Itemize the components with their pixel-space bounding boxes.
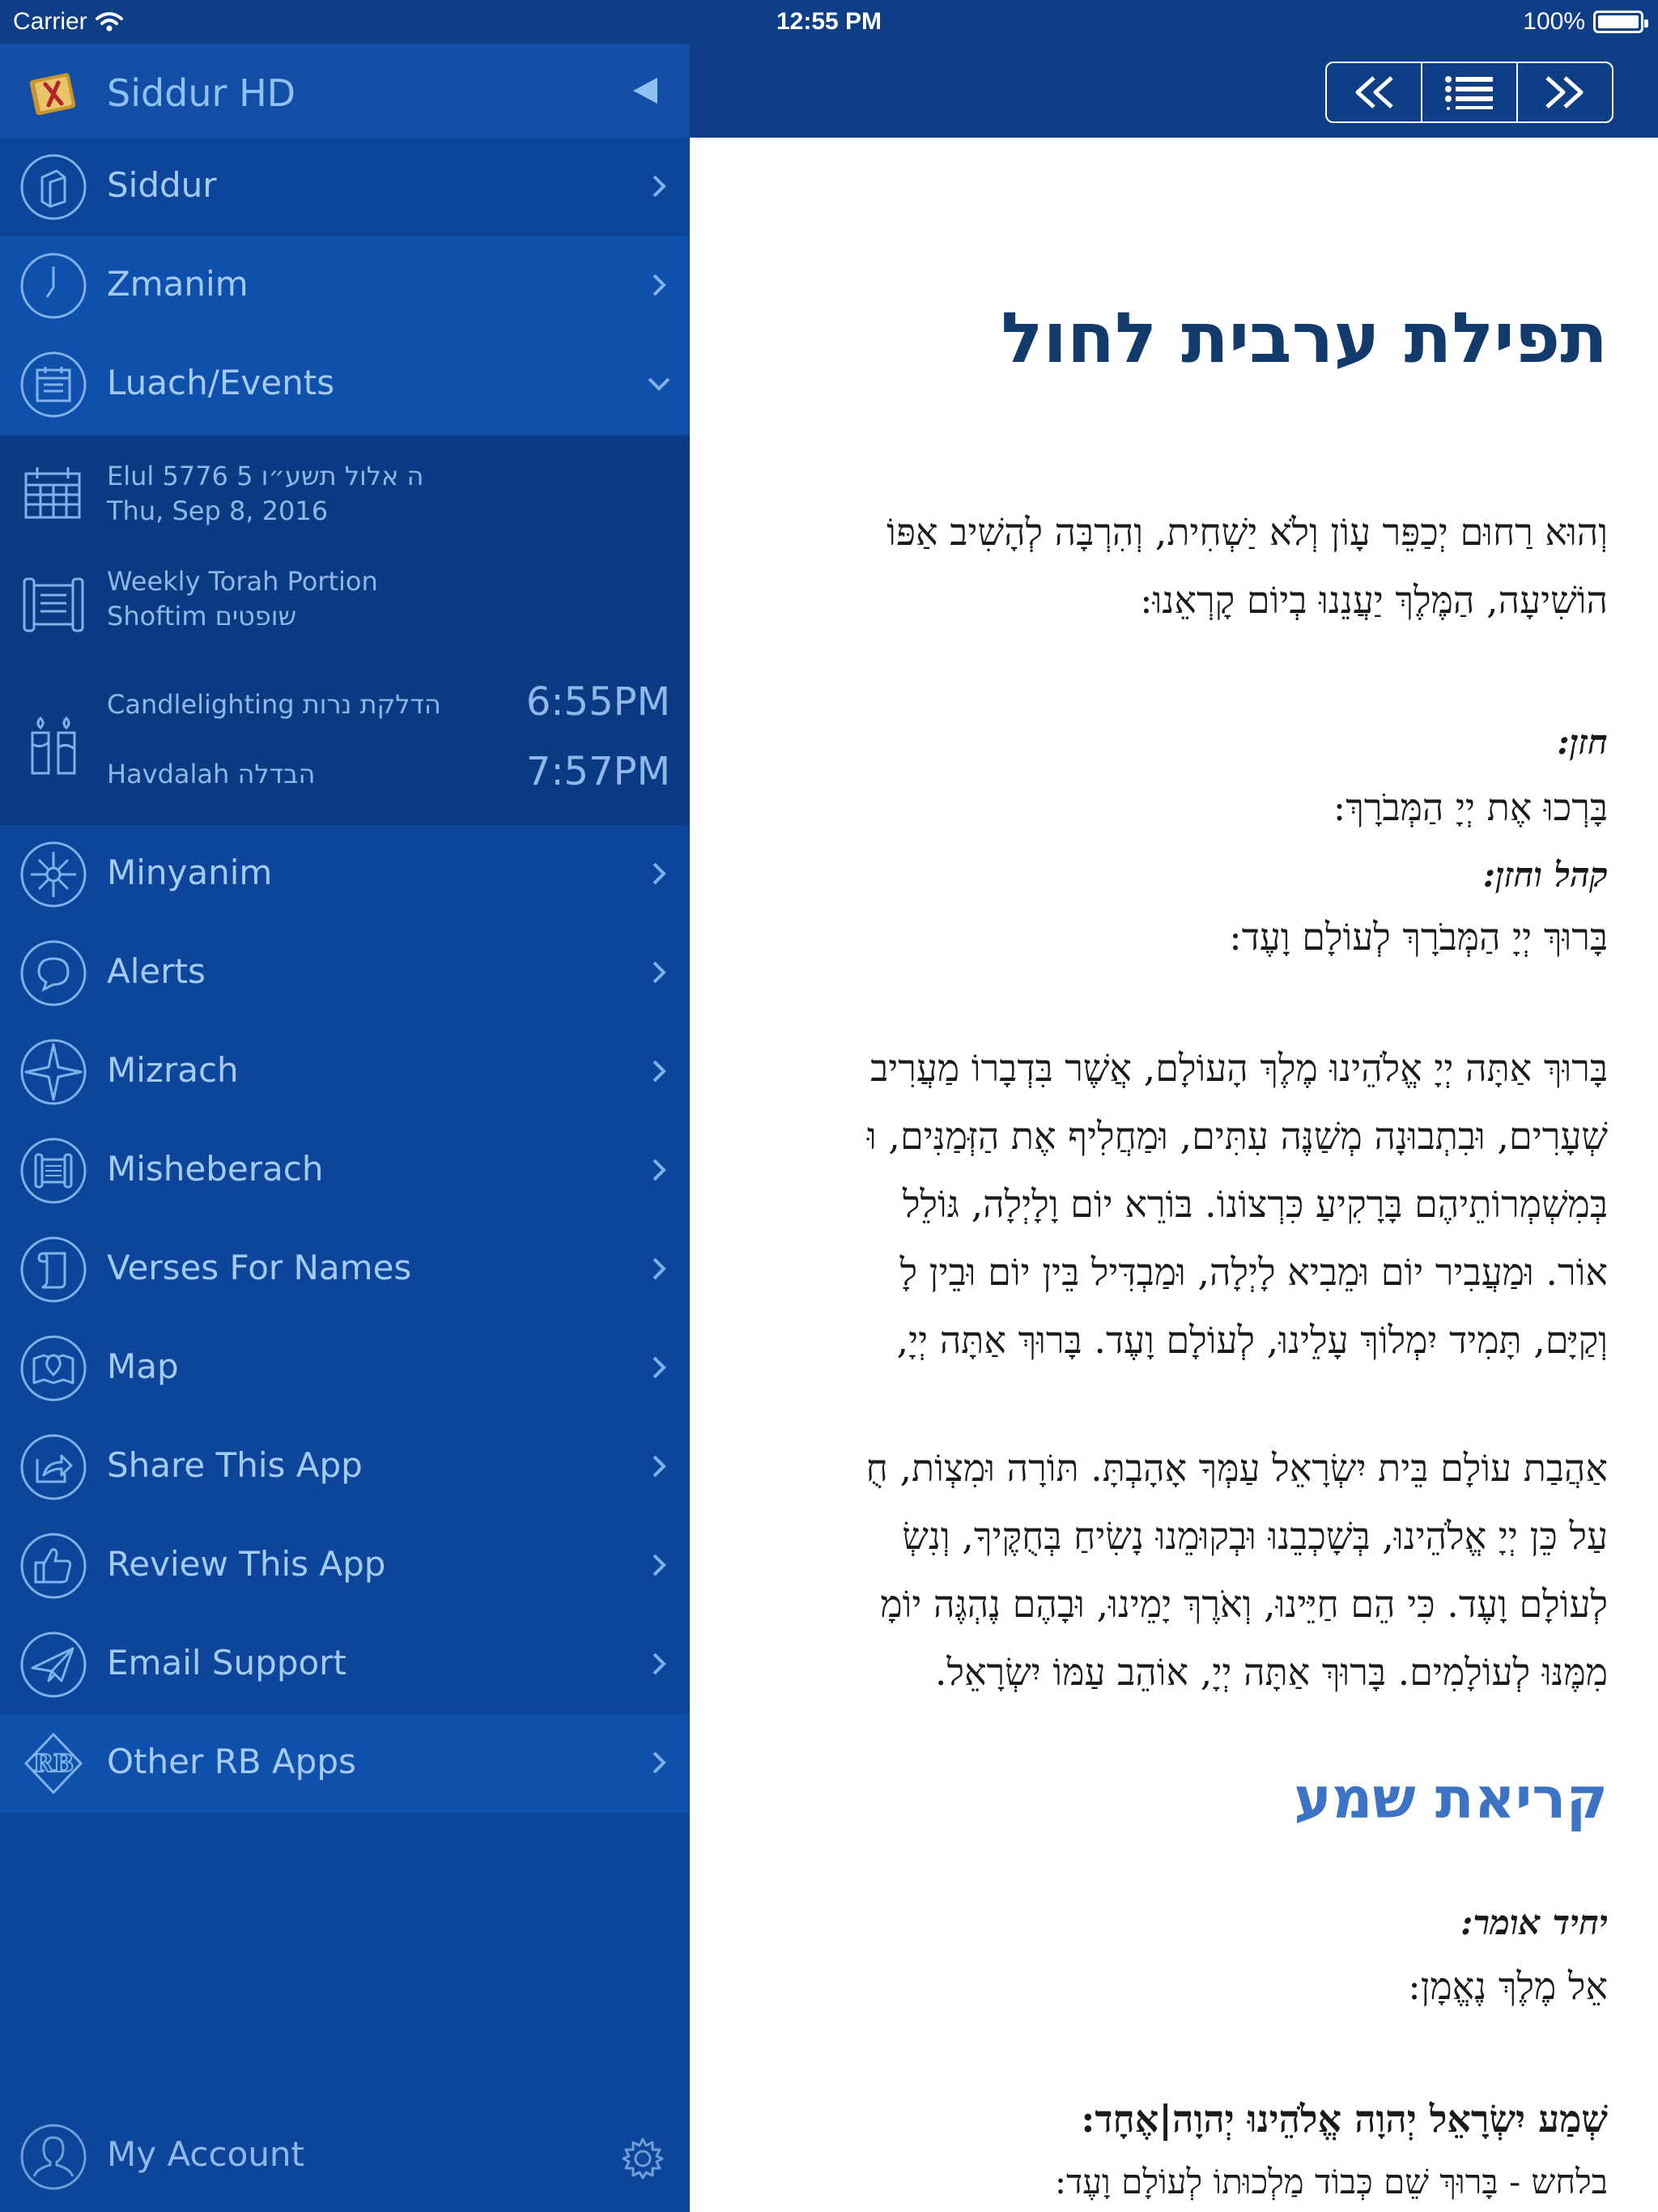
parchment-icon [19, 1236, 87, 1304]
menu-item-label: Misheberach [107, 1149, 324, 1189]
speech-bubble-icon [19, 939, 87, 1007]
chevron-right-icon [648, 1651, 670, 1677]
text-line: אֵל מֶלֶךְ נֶאֱמָן: [1408, 1964, 1608, 2008]
battery-icon [1593, 11, 1643, 33]
menu-item-minyanim[interactable] [0, 825, 690, 924]
side-menu [0, 44, 690, 2212]
next-page-button[interactable] [1516, 63, 1612, 121]
paper-plane-icon [19, 1631, 87, 1699]
menu-item-misheberach[interactable] [0, 1121, 690, 1220]
menu-item-alerts[interactable] [0, 924, 690, 1023]
menu-item-siddur[interactable] [0, 138, 690, 236]
menu-item-label: Mizrach [107, 1050, 239, 1090]
menu-item-map[interactable] [0, 1319, 690, 1418]
menu-item-label: Map [107, 1346, 179, 1386]
menu-item-label: Verses For Names [107, 1248, 412, 1287]
havdalah-label: Havdalah הבדלה [107, 759, 316, 789]
chevron-right-icon [648, 1256, 670, 1282]
menu-item-review-this-app[interactable] [0, 1516, 690, 1615]
text-line: וְהוּא רַחוּם יְכַפֵּר עָוֹן וְלֹא יַשְׁחִית, וְהִרְבָּה לְהָשִׁיב אַפּוֹ [886, 510, 1608, 554]
text-line: הוֹשִׁיעָה, הַמֶּלֶךְ יַעֲנֵנוּ בְיוֹם קָרְאֵנוּ: [1140, 578, 1608, 622]
shema-line: שְׁמַע יִשְׂרָאֵל יְהוָה אֱלֹהֵינוּ יְהוָה|אֶחָד: [1081, 2097, 1608, 2141]
calendar-icon [19, 351, 87, 419]
thumbs-up-icon [19, 1532, 87, 1600]
text-line: לְעוֹלָם וָעֶד. כִּי הֵם חַיֵּינוּ, וְאֹרֶךְ יָמֵינוּ, וּבָהֶם נֶהְגֶּה יוֹמָ [880, 1582, 1608, 1626]
share-icon [19, 1433, 87, 1501]
app-title: Siddur HD [107, 71, 296, 115]
text-line: שְׁעָרִים, וּבִתְבוּנָה מְשַׁנֶּה עִתִּים, וּמַחֲלִיף אֶת הַזְּמַנִּים, וּ [866, 1114, 1608, 1158]
app-logo-icon [29, 71, 78, 115]
text-line: בלחש - בָּרוּךְ שֵׁם כְּבוֹד מַלְכוּתוֹ לְעוֹלָם וָעֶד: [1054, 2162, 1608, 2201]
my-account-label: My Account [107, 2134, 305, 2174]
menu-item-share-this-app[interactable] [0, 1418, 690, 1516]
text-line: בָּרְכוּ אֶת יְיָ הַמְּבֹרָךְ: [1333, 785, 1608, 829]
my-account-row[interactable] [0, 2100, 690, 2212]
prayer-title: תפילת ערבית לחול [1001, 298, 1608, 379]
menu-item-label: Luach/Events [107, 363, 335, 402]
list-icon [1444, 74, 1494, 110]
rb-logo-icon [19, 1729, 87, 1797]
map-pin-icon [19, 1334, 87, 1402]
chevron-right-icon [648, 1453, 670, 1479]
battery-percent: 100% [1523, 8, 1585, 35]
chevron-right-icon [648, 1157, 670, 1183]
menu-item-luach-events[interactable] [0, 335, 690, 434]
instruction-label: חזן: [1557, 722, 1608, 762]
text-line: בְּמִשְׁמְרוֹתֵיהֶם בָּרָקִיעַ כִּרְצוֹנוֹ. בּוֹרֵא יוֹם וָלָיְלָה, גּוֹלֵל [902, 1182, 1608, 1226]
calendar-icon [21, 462, 86, 527]
menu-item-label: Zmanim [107, 264, 249, 304]
section-title: קריאת שמע [1294, 1765, 1608, 1831]
battery-info [1523, 8, 1643, 36]
collapse-menu-icon[interactable] [628, 74, 661, 107]
chevron-right-icon [648, 1750, 670, 1776]
menu-item-label: Minyanim [107, 853, 273, 892]
menu-item-label: Email Support [107, 1643, 346, 1682]
clock: 12:55 PM [776, 8, 882, 35]
chevron-down-icon [648, 371, 670, 397]
chevron-right-icon [648, 1355, 670, 1380]
torah-portion-entry[interactable] [0, 550, 690, 655]
luach-events-panel [0, 436, 690, 825]
scroll-icon [19, 1137, 87, 1205]
side-menu-header [0, 44, 690, 138]
menu-item-label: Alerts [107, 951, 206, 991]
torah-portion-heading: Weekly Torah Portion [107, 566, 378, 597]
menu-item-label: Review This App [107, 1544, 386, 1584]
chevron-right-icon [648, 173, 670, 199]
hebrew-date-entry[interactable] [0, 436, 690, 558]
double-chevron-right-icon [1541, 74, 1589, 110]
menu-item-label: Share This App [107, 1445, 363, 1485]
text-line: בָּרוּךְ אַתָּה יְיָ אֱלֹהֵינוּ מֶלֶךְ הָעוֹלָם, אֲשֶׁר בִּדְבָרוֹ מַעֲרִיב [870, 1046, 1608, 1090]
prayer-text-area[interactable] [690, 138, 1658, 2212]
clock-icon [19, 252, 87, 320]
hebrew-date: Elul 5776 5 ה אלול תשע״ו [107, 461, 424, 491]
candlelighting-time: 6:55PM [525, 679, 670, 725]
chevron-right-icon [648, 959, 670, 985]
gear-icon[interactable] [619, 2134, 667, 2183]
instruction-label: קהל וחזן: [1482, 855, 1608, 895]
menu-item-email-support[interactable] [0, 1615, 690, 1714]
torah-scroll-icon [21, 572, 86, 637]
double-chevron-left-icon [1350, 74, 1398, 110]
instruction-label: יחיד אומר: [1460, 1903, 1608, 1942]
text-line: עַל כֵּן יְיָ אֱלֹהֵינוּ, בְּשָׁכְבֵנוּ וּבְקוּמֵנוּ נָשִׂיחַ בְּחֻקֶּיךָ, וְנִשְׂ [902, 1514, 1608, 1558]
candles-icon [21, 712, 86, 776]
table-of-contents-button[interactable] [1421, 63, 1516, 121]
chevron-right-icon [648, 272, 670, 298]
text-line: אַהֲבַת עוֹלָם בֵּית יִשְׂרָאֵל עַמְּךָ אָהָבְתָּ. תּוֹרָה וּמִצְוֹת, חֻ [865, 1446, 1608, 1490]
text-line: בָּרוּךְ יְיָ הַמְּבֹרָךְ לְעוֹלָם וָעֶד: [1229, 915, 1608, 959]
menu-item-zmanim[interactable] [0, 236, 690, 335]
chevron-right-icon [648, 1552, 670, 1578]
havdalah-time: 7:57PM [525, 749, 670, 794]
menu-item-verses-for-names[interactable] [0, 1220, 690, 1319]
menu-item-label: Other RB Apps [107, 1742, 356, 1781]
menu-item-label: Siddur [107, 165, 217, 205]
text-line: אוֹר. וּמַעֲבִיר יוֹם וּמֵבִיא לָיְלָה, וּמַבְדִּיל בֵּין יוֹם וּבֵין לָ [899, 1250, 1608, 1294]
menu-item-mizrach[interactable] [0, 1023, 690, 1121]
shabbat-times-entry[interactable] [0, 671, 690, 825]
previous-page-button[interactable] [1327, 63, 1421, 121]
civil-date: Thu, Sep 8, 2016 [107, 496, 329, 526]
menu-item-other-rb-apps[interactable] [0, 1714, 690, 1813]
compass-star-icon [19, 840, 87, 908]
text-line: וְקַיָּם, תָּמִיד יִמְלוֹךְ עָלֵינוּ, לְעוֹלָם וָעֶד. בָּרוּךְ אַתָּה יְיָ, [896, 1318, 1608, 1362]
candlelighting-label: Candlelighting הדלקת נרות [107, 689, 441, 720]
chevron-right-icon [648, 861, 670, 887]
compass-icon [19, 1038, 87, 1106]
book-icon [19, 153, 87, 221]
chevron-right-icon [648, 1058, 670, 1084]
torah-portion-name: Shoftim שופטים [107, 601, 297, 632]
user-icon [19, 2123, 87, 2191]
page-nav-group [1325, 62, 1613, 123]
svg-text:RB: RB [32, 1750, 74, 1778]
status-bar [0, 0, 1658, 44]
carrier-label: Carrier [13, 8, 87, 35]
text-line: מִמֶּנּוּ לְעוֹלָמִים. בָּרוּךְ אַתָּה יְיָ, אוֹהֵב עַמּוֹ יִשְׂרָאֵל. [934, 1650, 1608, 1694]
